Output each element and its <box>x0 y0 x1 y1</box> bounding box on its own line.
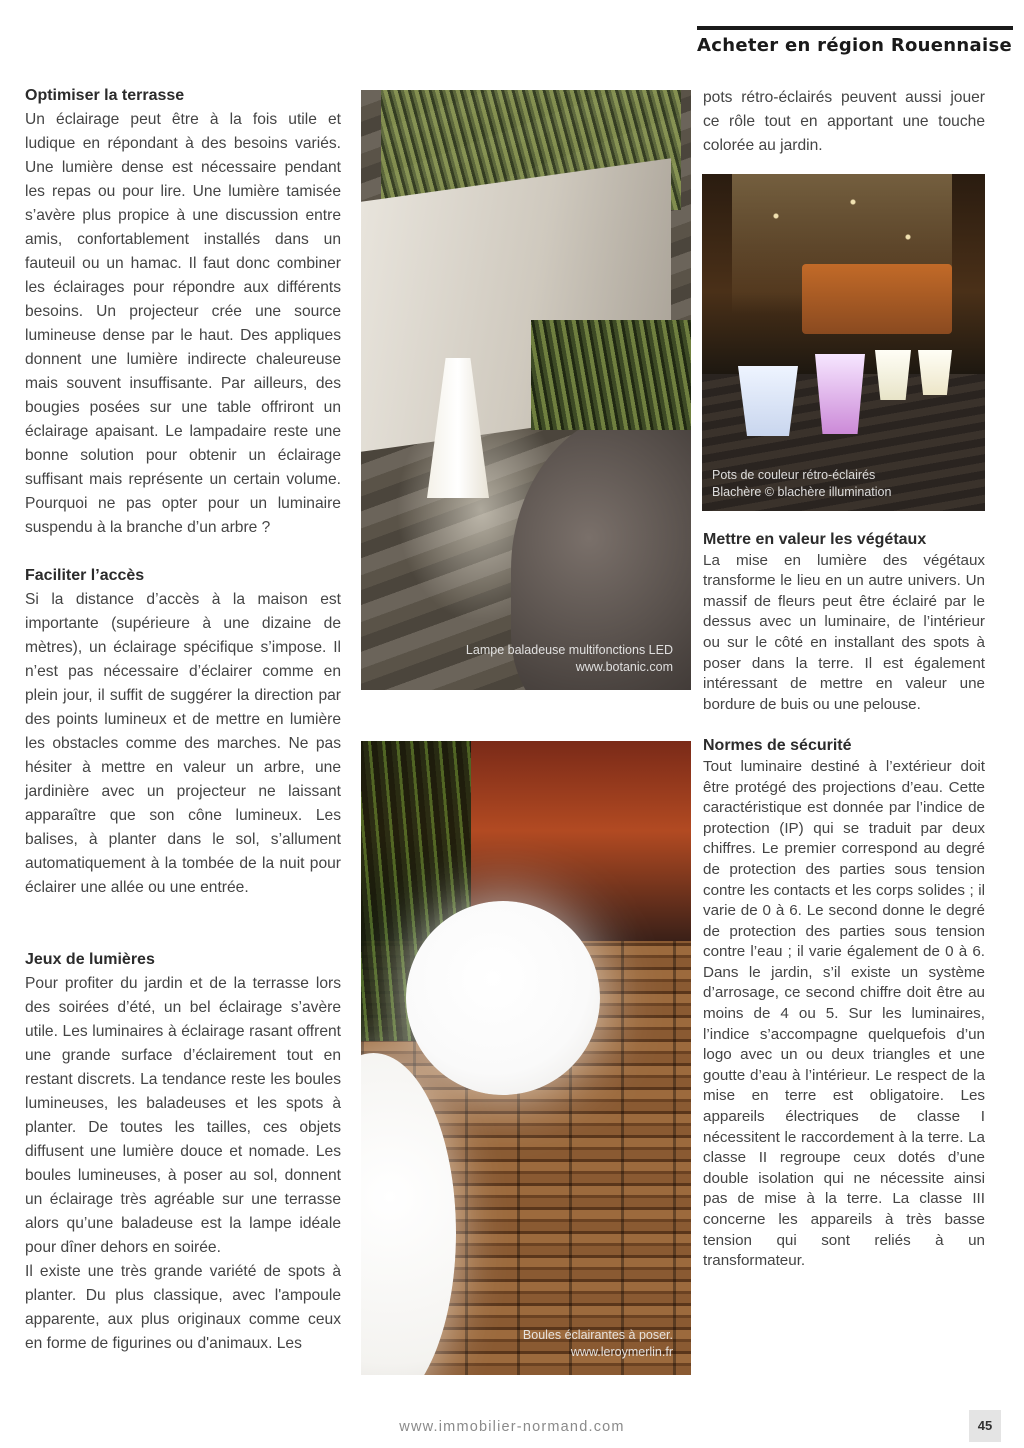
heading-optimiser-terrasse: Optimiser la terrasse <box>25 87 185 104</box>
header-rule <box>697 26 1013 30</box>
section-title: Acheter en région Rouennaise <box>697 35 1012 56</box>
heading-normes-securite: Normes de sécurité <box>703 737 852 755</box>
caption-pots-line1: Pots de couleur rétro-éclairés <box>712 468 876 482</box>
heading-faciliter-acces: Faciliter l’accès <box>25 567 145 584</box>
pot-plant-shape <box>531 320 691 430</box>
caption-lamp-line2: www.botanic.com <box>575 660 673 674</box>
glowing-ball-large <box>406 901 600 1095</box>
paragraph-pots-intro: pots rétro-éclairés peuvent aussi jouer ce rôle tout en apportant une touche colorée au jardin. <box>703 89 985 154</box>
backlit-pot-pink <box>815 354 865 434</box>
backlit-pot-white <box>875 350 911 400</box>
paragraph-jeux-lumieres-2: Il existe une très grande variété de spots à planter. Du plus classique, avec l'ampoule apparente, aux plus originaux comme ceux en forme de figurines ou d'animaux. Les <box>25 1263 341 1352</box>
caption-balls-line2: www.leroymerlin.fr <box>570 1345 673 1359</box>
heading-jeux-lumieres: Jeux de lumières <box>25 951 155 968</box>
glowing-ball-front <box>361 1053 456 1375</box>
left-column <box>25 84 341 1356</box>
page-number: 45 <box>969 1410 1001 1442</box>
paragraph-jeux-lumieres: Pour profiter du jardin et de la terrasse lors des soirées d’été, un bel éclairage s’avère utile. Les luminaires à éclairage rasant offrent une grande surface d’éclairement tout en restant discrets. La tendance reste les boules lumineuses, les baladeuses et les spots à planter. De toutes les tailles, ces objets diffusent une lumière douce et nomade. Les boules lumineuses, à poser au sol, donnent un éclairage très agréable sur une terrasse alors qu’une baladeuse est la lampe idéale pour dîner dehors en soirée. <box>25 975 341 1256</box>
footer-url: www.immobilier-normand.com <box>399 1419 625 1435</box>
backlit-pot-white-2 <box>918 350 952 395</box>
photo-caption-balls <box>523 1327 673 1361</box>
backlit-pot-blue <box>738 366 798 436</box>
sofa-shape <box>802 264 952 334</box>
caption-lamp-line1: Lampe baladeuse multifonctions LED <box>465 643 673 657</box>
caption-pots-line2: Blachère © blachère illumination <box>712 485 892 499</box>
paragraph-optimiser-terrasse: Un éclairage peut être à la fois utile et ludique en répondant à des besoins variés. Une lumière dense est nécessaire pendant les repas ou pour lire. Une lumière tamisée s’avère plus propice à une discussion entre amis, confortablement installés dans un fauteuil ou un hamac. Il faut donc combiner les éclairages pour répondre aux différents besoins. Un projecteur crée une source lumineuse dense par le haut. Des appliques donnent une lumière indirecte chaleureuse mais souvent insuffisante. Par ailleurs, des bougies posées sur une table offriront un éclairage apaisant. Le lampadaire reste une bonne solution pour obtenir un éclairage suffisant mais représente un certain volume. Pourquoi ne pas opter pour un luminaire suspendu à la branche d’un arbre ? <box>25 111 341 536</box>
photo-backlit-pots <box>702 174 985 511</box>
photo-caption-pots <box>712 467 891 501</box>
photo-glowing-balls <box>361 741 691 1375</box>
photo-caption-lamp <box>466 642 673 676</box>
photo-lamp-terrace <box>361 90 691 690</box>
heading-mettre-en-valeur: Mettre en valeur les végétaux <box>703 531 927 548</box>
right-column-intro <box>703 86 985 158</box>
paragraph-mettre-en-valeur: La mise en lumière des végétaux transforme le lieu en un autre univers. Un massif de fleurs peut être éclairé par le dessus avec un luminaire, de l’intérieur ou sur le côté en installant des spots à poser dans la terre. Il est également intéressant de mettre en valeur une bordure de buis ou une pelouse. <box>703 551 985 713</box>
paragraph-faciliter-acces: Si la distance d’accès à la maison est importante (supérieure à une dizaine de mètres), un éclairage spécifique s’impose. Il n’est pas nécessaire d’éclairer comme en plein jour, il suffit de suggérer la direction par des points lumineux et de mettre en lumière les obstacles comme des marches. Ne pas hésiter à mettre en valeur un arbre, une jardinière avec un projecteur ne laissant apparaître que son cône lumineux. Les balises, à planter dans le sol, s’allument automatiquement à la tombée de la nuit pour éclairer une allée ou une entrée. <box>25 591 341 896</box>
right-column <box>703 530 985 1272</box>
paragraph-normes-securite: Tout luminaire destiné à l’extérieur doit être protégé des projections d’eau. Cette caractéristique est donnée par l’indice de protection (IP) qui se traduit par deux chiffres. Le premier correspond au degré de protection des parties sous tension contre les contacts et les corps solides ; il varie de 0 à 6. Le second donne le degré de protection des parties sous tension contre l’eau ; il varie également de 0 à 6. Dans le jardin, s’il existe un système d’arrosage, ce second chiffre doit être au moins de 4 ou 5. Sur les luminaires, l’indice s’accompagne quelquefois d’un logo avec un ou deux triangles et une goutte d’eau à l’intérieur. Le respect de la mise en terre est obligatoire. Les appareils électriques de classe I nécessitent le raccordement à la terre. La classe II regroupe ceux dotés d’une double isolation qui ne nécessite ainsi pas de mise à la terre. La classe III concerne les appareils à très basse tension qui sont reliés à un transformateur. <box>703 757 985 1270</box>
caption-balls-line1: Boules éclairantes à poser. <box>522 1328 673 1342</box>
